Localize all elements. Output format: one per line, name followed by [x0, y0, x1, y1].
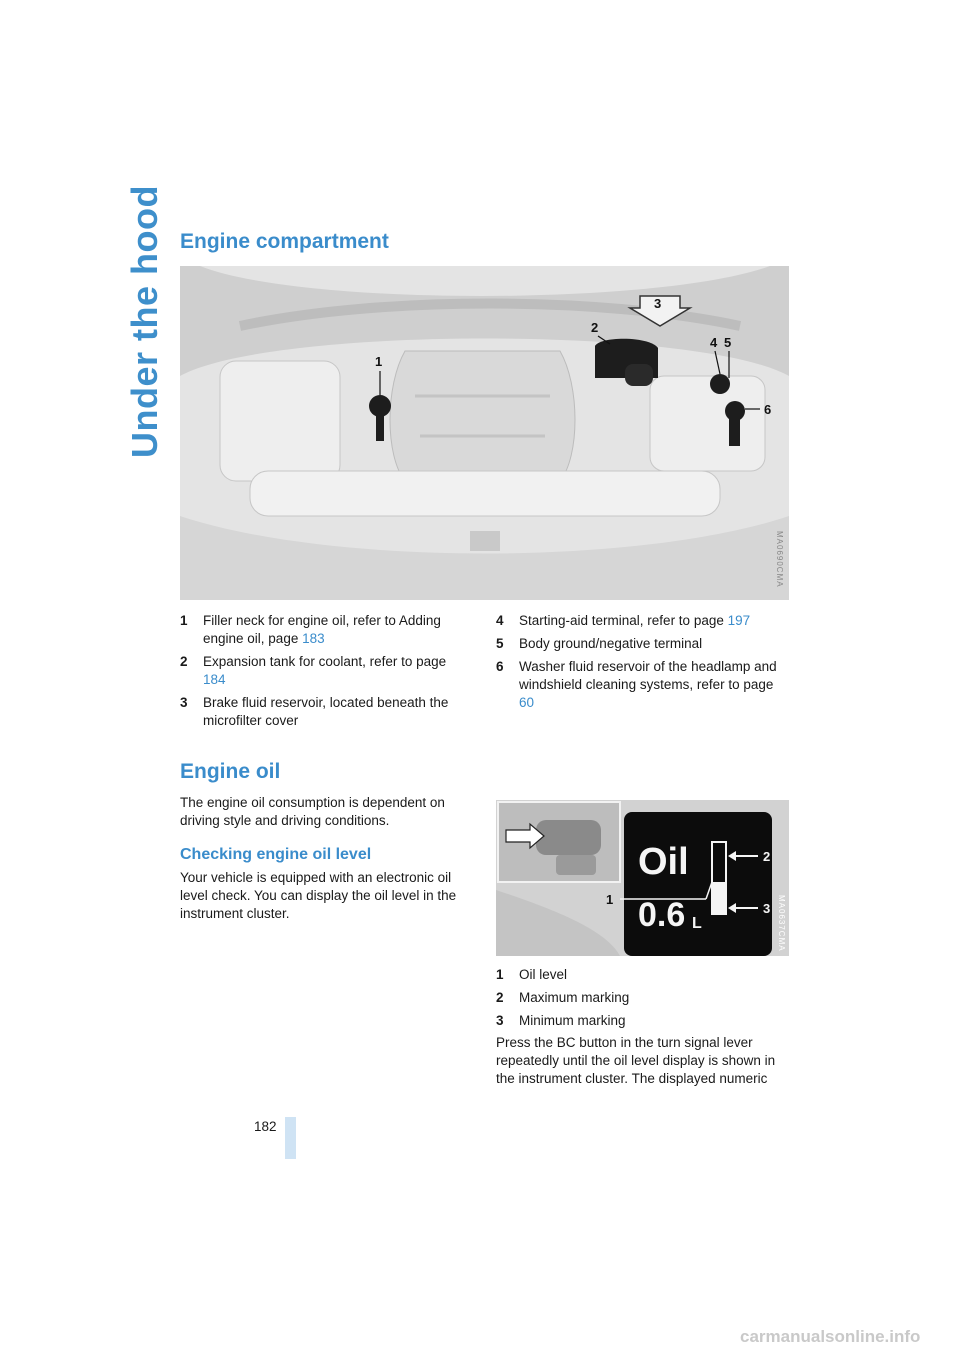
- page-link[interactable]: 197: [727, 613, 751, 628]
- oil-level-display-illustration: [496, 800, 789, 956]
- callout-6: 6: [764, 402, 772, 417]
- callout-3: 3: [654, 296, 662, 311]
- oil-display-legend: [496, 966, 791, 1035]
- engine-compartment-illustration: [180, 266, 789, 600]
- page-link[interactable]: 60: [519, 695, 535, 710]
- legend-item: 6 Washer fluid reservoir of the headlamp and windshield cleaning systems, refer to page 60: [496, 659, 777, 710]
- section-side-title: [118, 185, 165, 460]
- legend-item: 1 Oil level: [496, 967, 568, 982]
- heading-engine-oil: Engine oil: [180, 760, 281, 783]
- legend-item: 2 Expansion tank for coolant, refer to page 184: [180, 654, 447, 687]
- page-link[interactable]: 184: [203, 672, 226, 687]
- oil-label: Oil: [638, 841, 689, 883]
- side-title-text: Under the hood: [124, 185, 165, 458]
- engine-compartment-legend-right: [496, 612, 786, 717]
- callout-2: 2: [591, 320, 599, 335]
- oil-callout-1: 1: [606, 892, 614, 907]
- oil-unit: L: [692, 915, 702, 932]
- image-code: MA0690CMA: [775, 531, 784, 588]
- page-number: 182: [254, 1119, 277, 1134]
- checking-oil-level-text: Your vehicle is equipped with an electronic oil level check. You can display the oil level in the instrument cluster.: [180, 870, 457, 921]
- oil-callout-3: 3: [763, 901, 771, 916]
- legend-item: 3 Minimum marking: [496, 1013, 626, 1028]
- engine-compartment-legend-left: [180, 612, 470, 735]
- legend-item: 1 Filler neck for engine oil, refer to Adding engine oil, page 183: [180, 613, 441, 646]
- engine-oil-intro: The engine oil consumption is dependent on driving style and driving conditions.: [180, 795, 445, 828]
- heading-engine-compartment: Engine compartment: [180, 230, 389, 253]
- engine-bay-drawing: [180, 266, 789, 600]
- oil-level-instructions: Press the BC button in the turn signal lever repeatedly until the oil level display is shown in the instrument cluster. The displayed numeric: [496, 1035, 776, 1086]
- watermark: carmanualsonline.info: [740, 1327, 921, 1346]
- callout-5: 5: [724, 335, 732, 350]
- heading-checking-oil-level: Checking engine oil level: [180, 846, 372, 863]
- legend-item: 3 Brake fluid reservoir, located beneath the microfilter cover: [180, 695, 449, 728]
- callout-1: 1: [375, 354, 383, 369]
- callout-4: 4: [710, 335, 718, 350]
- image-code: MA0637CMA: [777, 895, 786, 952]
- legend-item: 4 Starting-aid terminal, refer to page 197: [496, 613, 751, 628]
- page-link[interactable]: 183: [302, 631, 325, 646]
- oil-value: 0.6: [638, 896, 686, 934]
- oil-callout-2: 2: [763, 849, 771, 864]
- legend-item: 2 Maximum marking: [496, 990, 630, 1005]
- legend-item: 5 Body ground/negative terminal: [496, 636, 703, 651]
- oil-level-fill: [713, 882, 725, 913]
- page-tab-bar: [285, 1117, 296, 1159]
- oil-display-drawing: [496, 800, 789, 956]
